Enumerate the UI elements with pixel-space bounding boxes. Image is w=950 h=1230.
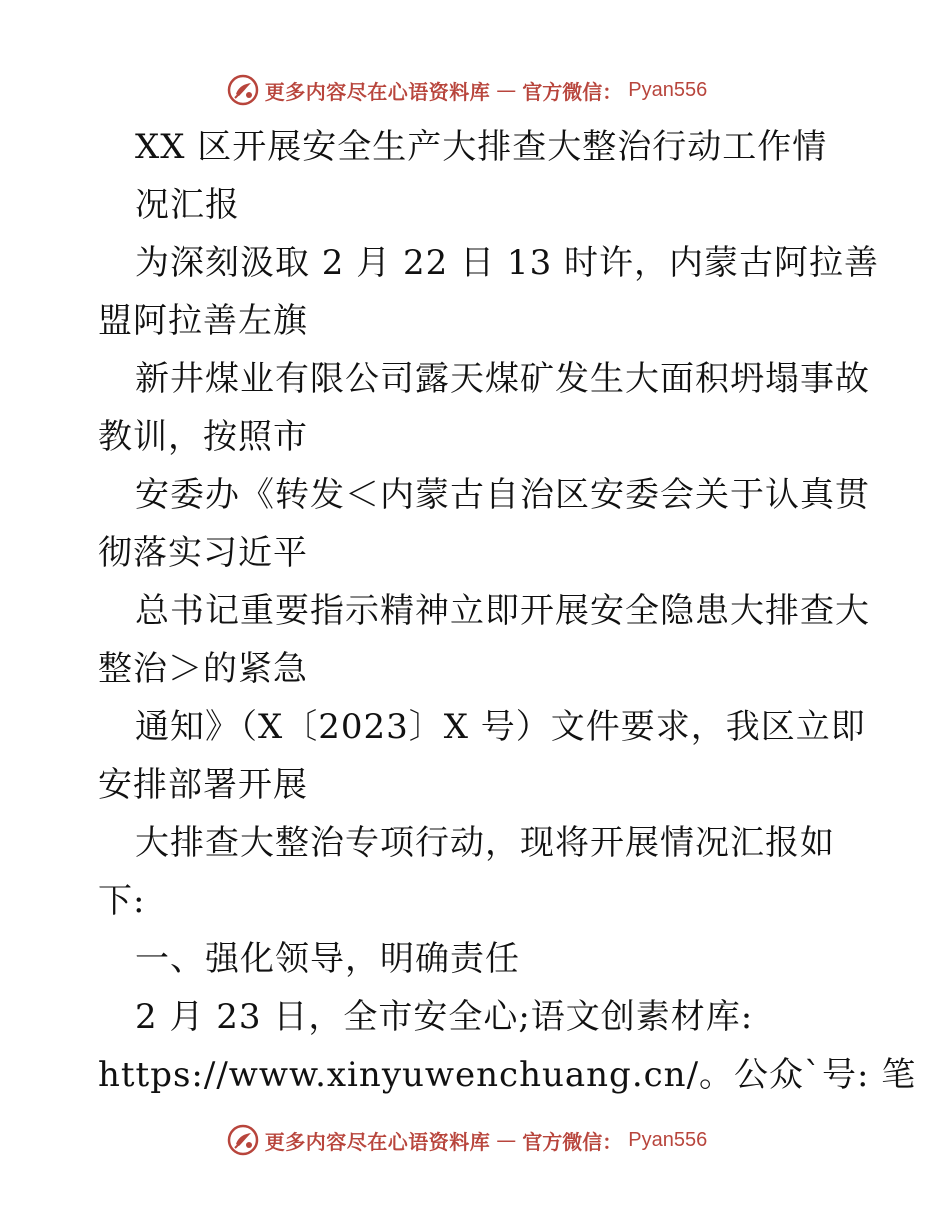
header-banner-content <box>227 74 707 106</box>
paragraph-line: 整治＞的紧急 <box>98 649 308 689</box>
document-title-line-2: 况汇报 <box>135 185 240 225</box>
logo-icon <box>227 74 259 106</box>
paragraph-line: 安排部署开展 <box>98 765 308 805</box>
paragraph-line: 教训，按照市 <box>98 417 308 457</box>
paragraph-line: 安委办《转发＜内蒙古自治区安委会关于认真贯 <box>135 475 870 515</box>
paragraph-line: 总书记重要指示精神立即开展安全隐患大排查大 <box>135 591 870 631</box>
logo-icon <box>227 1124 259 1156</box>
header-banner-wechat-label: 官方微信： <box>522 79 623 104</box>
paragraph-line: 2 月 23 日，全市安全心;语文创素材库: <box>135 997 754 1037</box>
footer-banner-wechat-label: 官方微信： <box>522 1129 623 1154</box>
paragraph-line: 新井煤业有限公司露天煤矿发生大面积坍塌事故 <box>135 359 870 399</box>
footer-banner-wechat-id: Pyan556 <box>628 1128 708 1151</box>
paragraph-line-url: https://www.xinyuwenchuang.cn/。公众`号: 笔 <box>98 1055 917 1095</box>
footer-banner-separator: — <box>496 1128 517 1152</box>
header-banner-separator: — <box>496 78 517 102</box>
paragraph-line: 下: <box>98 881 146 921</box>
header-watermark-banner <box>0 70 950 110</box>
paragraph-line: 大排查大整治专项行动，现将开展情况汇报如 <box>135 823 835 863</box>
paragraph-line: 通知》（X〔2023〕X 号）文件要求，我区立即 <box>135 707 866 747</box>
header-banner-title: 更多内容尽在心语资料库 <box>264 79 491 104</box>
document-title-line-1: XX 区开展安全生产大排查大整治行动工作情 <box>135 127 828 167</box>
header-banner-wechat-id: Pyan556 <box>628 78 708 101</box>
paragraph-line: 彻落实习近平 <box>98 533 308 573</box>
footer-watermark-banner <box>0 1120 950 1160</box>
section-heading: 一、强化领导，明确责任 <box>135 939 520 979</box>
paragraph-line: 盟阿拉善左旗 <box>98 301 308 341</box>
footer-banner-title: 更多内容尽在心语资料库 <box>264 1129 491 1154</box>
footer-banner-content <box>227 1124 707 1156</box>
paragraph-line: 为深刻汲取 2 月 22 日 13 时许，内蒙古阿拉善 <box>135 243 880 283</box>
